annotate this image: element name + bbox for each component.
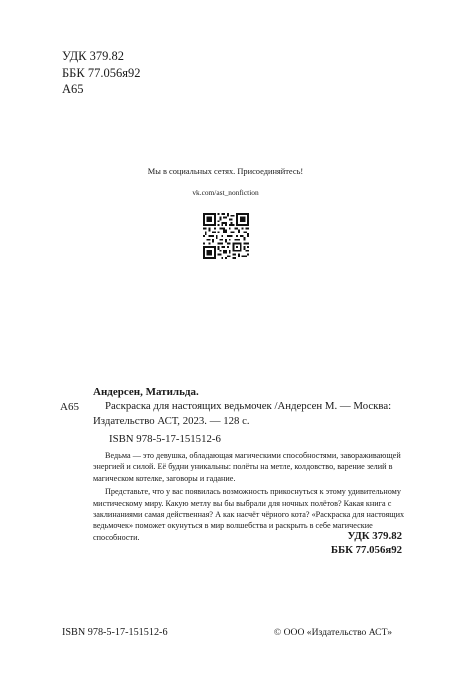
footer-isbn: ISBN 978-5-17-151512-6: [62, 627, 168, 638]
card-author-mark: А65: [60, 401, 79, 413]
card-bbk-code: ББК 77.056я92: [330, 543, 402, 556]
card-classification-codes: [331, 530, 402, 557]
annotation-paragraph: Ведьма — это девушка, обладающая магическими способностями, завораживающей энергией и силой. Её будни уникальны: полёты на метле, колдовство, варение зелий в магическом котелке, заговоры и гадание.: [93, 451, 401, 483]
card-bibliographic-description: Раскраска для настоящих ведьмочек /Андерсен М. — Москва: Издательство АСТ, 2023. — 128 с.: [93, 400, 392, 427]
author-mark: А65: [62, 82, 84, 96]
udk-code: УДК 379.82: [62, 49, 124, 63]
classification-codes: [62, 48, 140, 98]
card-author: Андерсен, Матильда.: [93, 386, 199, 398]
card-isbn: ISBN 978-5-17-151512-6: [109, 433, 221, 445]
card-udk-code: УДК 379.82: [347, 530, 402, 542]
social-url: vk.com/ast_nonfiction: [192, 188, 259, 197]
qr-code-icon: [203, 213, 249, 259]
footer-copyright: © ООО «Издательство АСТ»: [273, 627, 392, 638]
bbk-code: ББК 77.056я92: [62, 65, 141, 80]
social-invite: Мы в социальных сетях. Присоединяйтесь!: [147, 167, 304, 176]
annotation-paragraph: Представьте, что у вас появилась возможность прикоснуться к этому удивительному мистическому миру. Какую метлу вы бы выбрали для ночных полётов? Какая книга с заклинаниями самая действенная? А как насчёт чёрного кота? «Раскраска для настоящих ведьмочек» поможет окунуться в мир волшебства и раскрыть в себе магические способности.: [93, 487, 405, 542]
